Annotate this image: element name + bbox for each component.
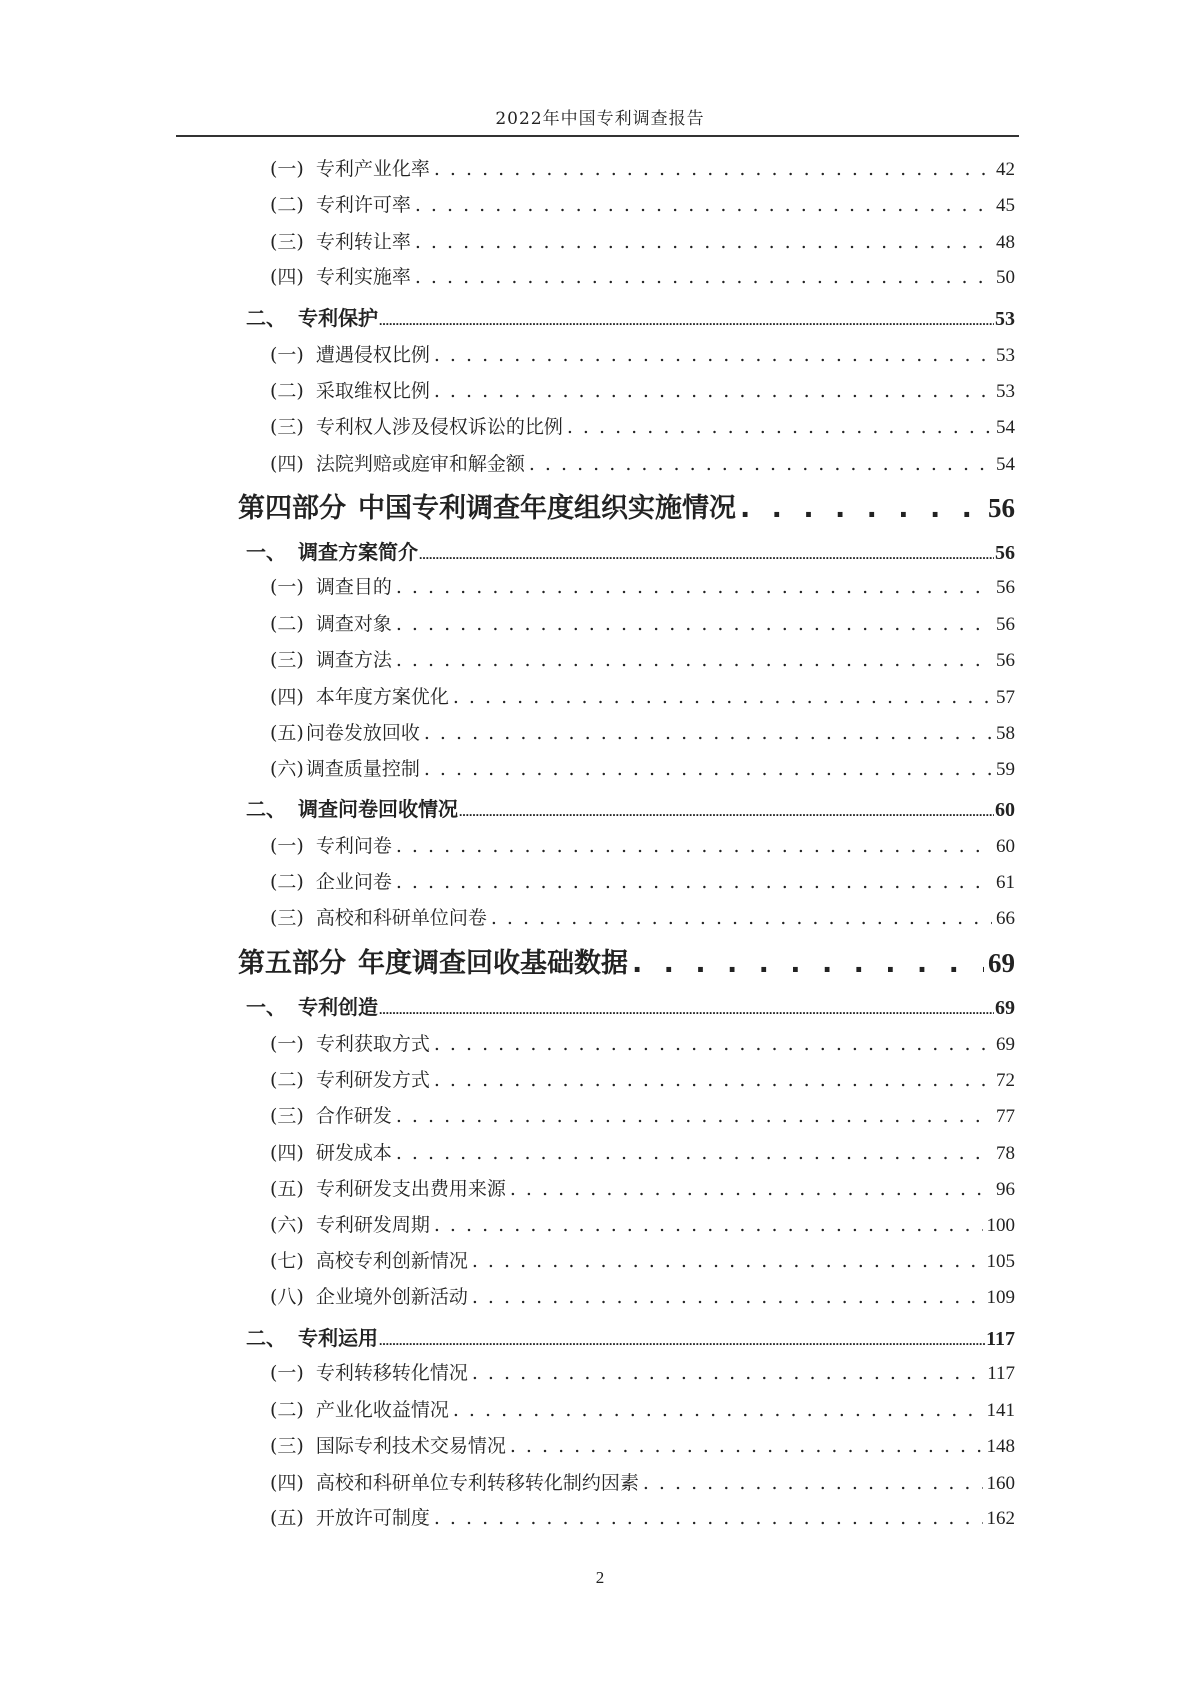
toc-entry-page: 56	[996, 577, 1015, 599]
dot-leader	[396, 1142, 992, 1164]
toc-entry-label	[270, 262, 411, 289]
toc-entry-sub[interactable]	[270, 645, 1015, 672]
toc-entry-sub[interactable]	[270, 754, 1015, 781]
toc-entry-page: 69	[988, 948, 1015, 979]
toc-entry-number: (四)	[270, 1471, 304, 1494]
toc-entry-title: 问卷发放回收	[305, 722, 420, 745]
toc-entry-sub[interactable]	[270, 1431, 1015, 1458]
toc-entry-title: 调查方案简介	[298, 540, 418, 565]
toc-entry-page: 100	[986, 1215, 1015, 1237]
dot-leader	[379, 995, 994, 1019]
toc-entry-title: 合作研发	[315, 1105, 392, 1128]
toc-entry-title: 专利问卷	[315, 834, 392, 857]
toc-entry-page: 105	[986, 1250, 1015, 1272]
dot-leader	[419, 540, 994, 564]
toc-entry-label	[270, 682, 449, 709]
toc-entry-page: 56	[996, 649, 1015, 671]
toc-entry-part[interactable]	[238, 486, 1015, 525]
toc-entry-label	[270, 190, 411, 217]
toc-entry-title: 专利保护	[298, 305, 378, 330]
toc-entry-number: (三)	[270, 230, 304, 253]
toc-entry-number: (三)	[270, 1434, 304, 1457]
toc-entry-number: 第四部分	[238, 493, 346, 525]
toc-entry-title: 专利转让率	[315, 230, 411, 253]
toc-entry-number: (一)	[270, 1032, 304, 1055]
toc-entry-sub[interactable]	[270, 609, 1015, 636]
toc-entry-label	[246, 536, 418, 565]
toc-entry-number: 一、	[246, 995, 286, 1020]
header-rule	[176, 135, 1019, 137]
toc-entry-title: 专利获取方式	[315, 1032, 430, 1055]
toc-entry-title: 采取维权比例	[315, 379, 430, 402]
toc-entry-label	[270, 867, 392, 894]
dot-leader	[396, 871, 992, 893]
toc-entry-sub[interactable]	[270, 449, 1015, 476]
toc-entry-page: 162	[986, 1508, 1015, 1530]
dot-leader	[632, 948, 984, 979]
dot-leader	[434, 1214, 983, 1236]
toc-entry-number: 二、	[246, 305, 286, 330]
toc-entry-page: 60	[996, 835, 1015, 857]
toc-entry-label	[270, 1210, 430, 1237]
dot-leader	[472, 1362, 983, 1384]
toc-entry-sub[interactable]	[270, 1246, 1015, 1273]
toc-entry-page: 45	[996, 194, 1015, 216]
toc-entry-label	[246, 302, 378, 331]
toc-entry-sub[interactable]	[270, 1065, 1015, 1092]
toc-entry-number: (六)	[270, 1214, 304, 1237]
toc-entry-label	[270, 227, 411, 254]
toc-entry-page: 50	[996, 267, 1015, 289]
toc-entry-page: 69	[995, 997, 1015, 1020]
toc-entry-page: 141	[986, 1400, 1015, 1422]
toc-entry-sub[interactable]	[270, 831, 1015, 858]
toc-entry-title: 专利创造	[298, 995, 378, 1020]
toc-entry-number: (四)	[270, 266, 304, 289]
toc-entry-label	[238, 941, 628, 980]
toc-entry-number: 二、	[246, 1326, 286, 1351]
dot-leader	[415, 231, 992, 253]
toc-entry-page: 60	[995, 799, 1015, 822]
toc-entry-page: 53	[996, 345, 1015, 367]
toc-entry-number: (二)	[270, 193, 304, 216]
toc-entry-title: 专利运用	[298, 1326, 378, 1351]
toc-entry-title: 调查对象	[315, 613, 392, 636]
toc-entry-label	[270, 1246, 468, 1273]
dot-leader	[434, 158, 992, 180]
toc-entry-label	[270, 572, 392, 599]
toc-entry-label	[270, 376, 430, 403]
toc-entry-sub[interactable]	[270, 1395, 1015, 1422]
toc-entry-label	[270, 645, 392, 672]
toc-entry-number: (三)	[270, 648, 304, 671]
toc-entry-label	[270, 609, 392, 636]
toc-entry-number: 第五部分	[238, 948, 346, 980]
dot-leader	[434, 1069, 992, 1091]
toc-entry-label	[270, 1101, 392, 1128]
toc-entry-sub[interactable]	[270, 1503, 1015, 1530]
dot-leader	[529, 453, 992, 475]
toc-entry-number: (一)	[270, 834, 304, 857]
toc-entry-label	[270, 1065, 430, 1092]
toc-entry-sub[interactable]	[270, 1174, 1015, 1201]
toc-entry-page: 61	[996, 871, 1015, 893]
toc-entry-label	[270, 340, 430, 367]
toc-entry-page: 117	[986, 1328, 1015, 1351]
toc-entry-title: 法院判赔或庭审和解金额	[315, 453, 525, 476]
toc-entry-title: 企业境外创新活动	[315, 1285, 468, 1308]
toc-entry-title: 专利许可率	[315, 193, 411, 216]
toc-entry-title: 调查目的	[315, 576, 392, 599]
toc-entry-number: (五)	[270, 1177, 304, 1200]
toc-entry-number: (六)	[270, 758, 304, 781]
toc-entry-sec[interactable]	[246, 991, 1015, 1020]
toc-entry-title: 开放许可制度	[315, 1507, 430, 1530]
toc-entry-page: 72	[996, 1070, 1015, 1092]
toc-entry-number: (一)	[270, 344, 304, 367]
toc-entry-title: 高校和科研单位问卷	[315, 907, 487, 930]
toc-entry-title: 年度调查回收基础数据	[358, 948, 628, 980]
toc-entry-sub[interactable]	[270, 227, 1015, 254]
toc-entry-page: 69	[996, 1033, 1015, 1055]
toc-entry-title: 产业化收益情况	[315, 1399, 449, 1422]
dot-leader	[434, 1033, 992, 1055]
toc-entry-sec[interactable]	[246, 793, 1015, 822]
toc-entry-sub[interactable]	[270, 340, 1015, 367]
dot-leader	[396, 649, 992, 671]
toc-entry-sub[interactable]	[270, 572, 1015, 599]
toc-entry-page: 77	[996, 1106, 1015, 1128]
toc-entry-label	[246, 1322, 378, 1351]
dot-leader	[510, 1435, 983, 1457]
toc-entry-number: (三)	[270, 907, 304, 930]
toc-entry-number: (七)	[270, 1249, 304, 1272]
toc-entry-page: 78	[996, 1142, 1015, 1164]
toc-entry-title: 调查质量控制	[305, 758, 420, 781]
toc-entry-page: 56	[996, 614, 1015, 636]
toc-entry-page: 53	[996, 380, 1015, 402]
toc-entry-title: 专利研发支出费用来源	[315, 1177, 506, 1200]
toc-entry-title: 调查方法	[315, 648, 392, 671]
toc-entry-number: (四)	[270, 685, 304, 708]
running-header: 2022年中国专利调查报告	[495, 109, 705, 129]
toc-entry-number: (五)	[270, 722, 304, 745]
dot-leader	[740, 493, 984, 524]
toc-entry-sub[interactable]	[270, 1468, 1015, 1495]
toc-entry-sub[interactable]	[270, 1138, 1015, 1165]
toc-entry-sub[interactable]	[270, 1282, 1015, 1309]
dot-leader	[434, 344, 992, 366]
toc-entry-title: 专利研发周期	[315, 1214, 430, 1237]
toc-entry-label	[238, 486, 736, 525]
toc-entry-number: (二)	[270, 1399, 304, 1422]
toc-entry-page: 56	[988, 493, 1015, 524]
toc-entry-page: 96	[996, 1178, 1015, 1200]
dot-leader	[424, 722, 992, 744]
dot-leader	[453, 686, 992, 708]
toc-entry-page: 56	[995, 542, 1015, 565]
toc-entry-sec[interactable]	[246, 302, 1015, 331]
dot-leader	[379, 306, 994, 330]
toc-entry-page: 53	[995, 307, 1015, 330]
toc-entry-number: (二)	[270, 613, 304, 636]
dot-leader	[396, 835, 992, 857]
toc-entry-sub[interactable]	[270, 718, 1015, 745]
toc-entry-number: (八)	[270, 1285, 304, 1308]
toc-entry-page: 59	[996, 759, 1015, 781]
toc-entry-label	[270, 754, 420, 781]
toc-entry-label	[270, 1138, 392, 1165]
toc-entry-title: 中国专利调查年度组织实施情况	[358, 493, 736, 525]
toc-entry-label	[246, 991, 378, 1020]
toc-entry-title: 国际专利技术交易情况	[315, 1434, 506, 1457]
page-number: 2	[595, 1568, 605, 1587]
toc-entry-part[interactable]	[238, 941, 1015, 980]
toc-entry-label	[270, 1282, 468, 1309]
toc-entry-sub[interactable]	[270, 376, 1015, 403]
toc-entry-number: (四)	[270, 453, 304, 476]
toc-entry-number: (五)	[270, 1507, 304, 1530]
toc-entry-number: (三)	[270, 416, 304, 439]
dot-leader	[453, 1399, 983, 1421]
dot-leader	[424, 758, 992, 780]
dot-leader	[567, 416, 992, 438]
toc-entry-page: 54	[996, 454, 1015, 476]
toc-entry-label	[246, 793, 458, 822]
toc-entry-sub[interactable]	[270, 154, 1015, 181]
toc-entry-page: 48	[996, 231, 1015, 253]
dot-leader	[396, 1105, 992, 1127]
toc-entry-sec[interactable]	[246, 536, 1015, 565]
dot-leader	[415, 194, 992, 216]
toc-entry-title: 本年度方案优化	[315, 685, 449, 708]
toc-entry-page: 57	[996, 686, 1015, 708]
toc-entry-number: 二、	[246, 797, 286, 822]
toc-entry-number: (四)	[270, 1141, 304, 1164]
toc-entry-title: 专利权人涉及侵权诉讼的比例	[315, 416, 563, 439]
toc-entry-page: 117	[987, 1363, 1015, 1385]
dot-leader	[434, 380, 992, 402]
toc-entry-label	[270, 718, 420, 745]
toc-entry-sub[interactable]	[270, 190, 1015, 217]
toc-entry-label	[270, 1431, 506, 1458]
toc-entry-page: 160	[986, 1472, 1015, 1494]
toc-entry-sub[interactable]	[270, 867, 1015, 894]
toc-entry-page: 109	[986, 1286, 1015, 1308]
toc-entry-sub[interactable]	[270, 1210, 1015, 1237]
dot-leader	[396, 613, 992, 635]
toc-entry-label	[270, 449, 525, 476]
toc-entry-page: 66	[996, 908, 1015, 930]
dot-leader	[491, 907, 992, 929]
toc-entry-label	[270, 903, 487, 930]
toc-entry-label	[270, 1029, 430, 1056]
toc-entry-sub[interactable]	[270, 903, 1015, 930]
dot-leader	[510, 1178, 992, 1200]
toc-entry-sub[interactable]	[270, 412, 1015, 439]
toc-entry-number: (二)	[270, 1069, 304, 1092]
dot-leader	[459, 797, 994, 821]
toc-entry-sub[interactable]	[270, 1358, 1015, 1385]
toc-entry-title: 专利产业化率	[315, 158, 430, 181]
toc-entry-label	[270, 412, 563, 439]
toc-entry-title: 研发成本	[315, 1141, 392, 1164]
toc-entry-sec[interactable]	[246, 1322, 1015, 1351]
toc-entry-number: (一)	[270, 158, 304, 181]
dot-leader	[434, 1507, 983, 1529]
toc-entry-number: (三)	[270, 1105, 304, 1128]
dot-leader	[379, 1326, 985, 1350]
toc-entry-title: 专利实施率	[315, 266, 411, 289]
toc-entry-number: (二)	[270, 870, 304, 893]
toc-entry-sub[interactable]	[270, 682, 1015, 709]
dot-leader	[643, 1472, 983, 1494]
dot-leader	[472, 1250, 983, 1272]
toc-entry-title: 专利研发方式	[315, 1069, 430, 1092]
toc-entry-label	[270, 1468, 639, 1495]
toc-entry-label	[270, 154, 430, 181]
toc-entry-sub[interactable]	[270, 262, 1015, 289]
toc-entry-label	[270, 1358, 468, 1385]
toc-entry-page: 148	[986, 1435, 1015, 1457]
dot-leader	[396, 576, 992, 598]
toc-entry-sub[interactable]	[270, 1029, 1015, 1056]
toc-entry-title: 遭遇侵权比例	[315, 344, 430, 367]
toc-entry-label	[270, 831, 392, 858]
toc-entry-label	[270, 1503, 430, 1530]
toc-entry-page: 42	[996, 159, 1015, 181]
toc-entry-title: 高校和科研单位专利转移转化制约因素	[315, 1471, 639, 1494]
dot-leader	[472, 1286, 983, 1308]
toc-entry-sub[interactable]	[270, 1101, 1015, 1128]
toc-entry-number: (一)	[270, 1362, 304, 1385]
toc-entry-page: 54	[996, 417, 1015, 439]
dot-leader	[415, 266, 992, 288]
toc-entry-number: (二)	[270, 379, 304, 402]
toc-entry-label	[270, 1174, 506, 1201]
toc-entry-title: 企业问卷	[315, 870, 392, 893]
toc-entry-page: 58	[996, 723, 1015, 745]
toc-entry-number: 一、	[246, 540, 286, 565]
toc-entry-label	[270, 1395, 449, 1422]
toc-entry-number: (一)	[270, 576, 304, 599]
toc-entry-title: 高校专利创新情况	[315, 1249, 468, 1272]
toc-entry-title: 专利转移转化情况	[315, 1362, 468, 1385]
toc-entry-title: 调查问卷回收情况	[298, 797, 458, 822]
